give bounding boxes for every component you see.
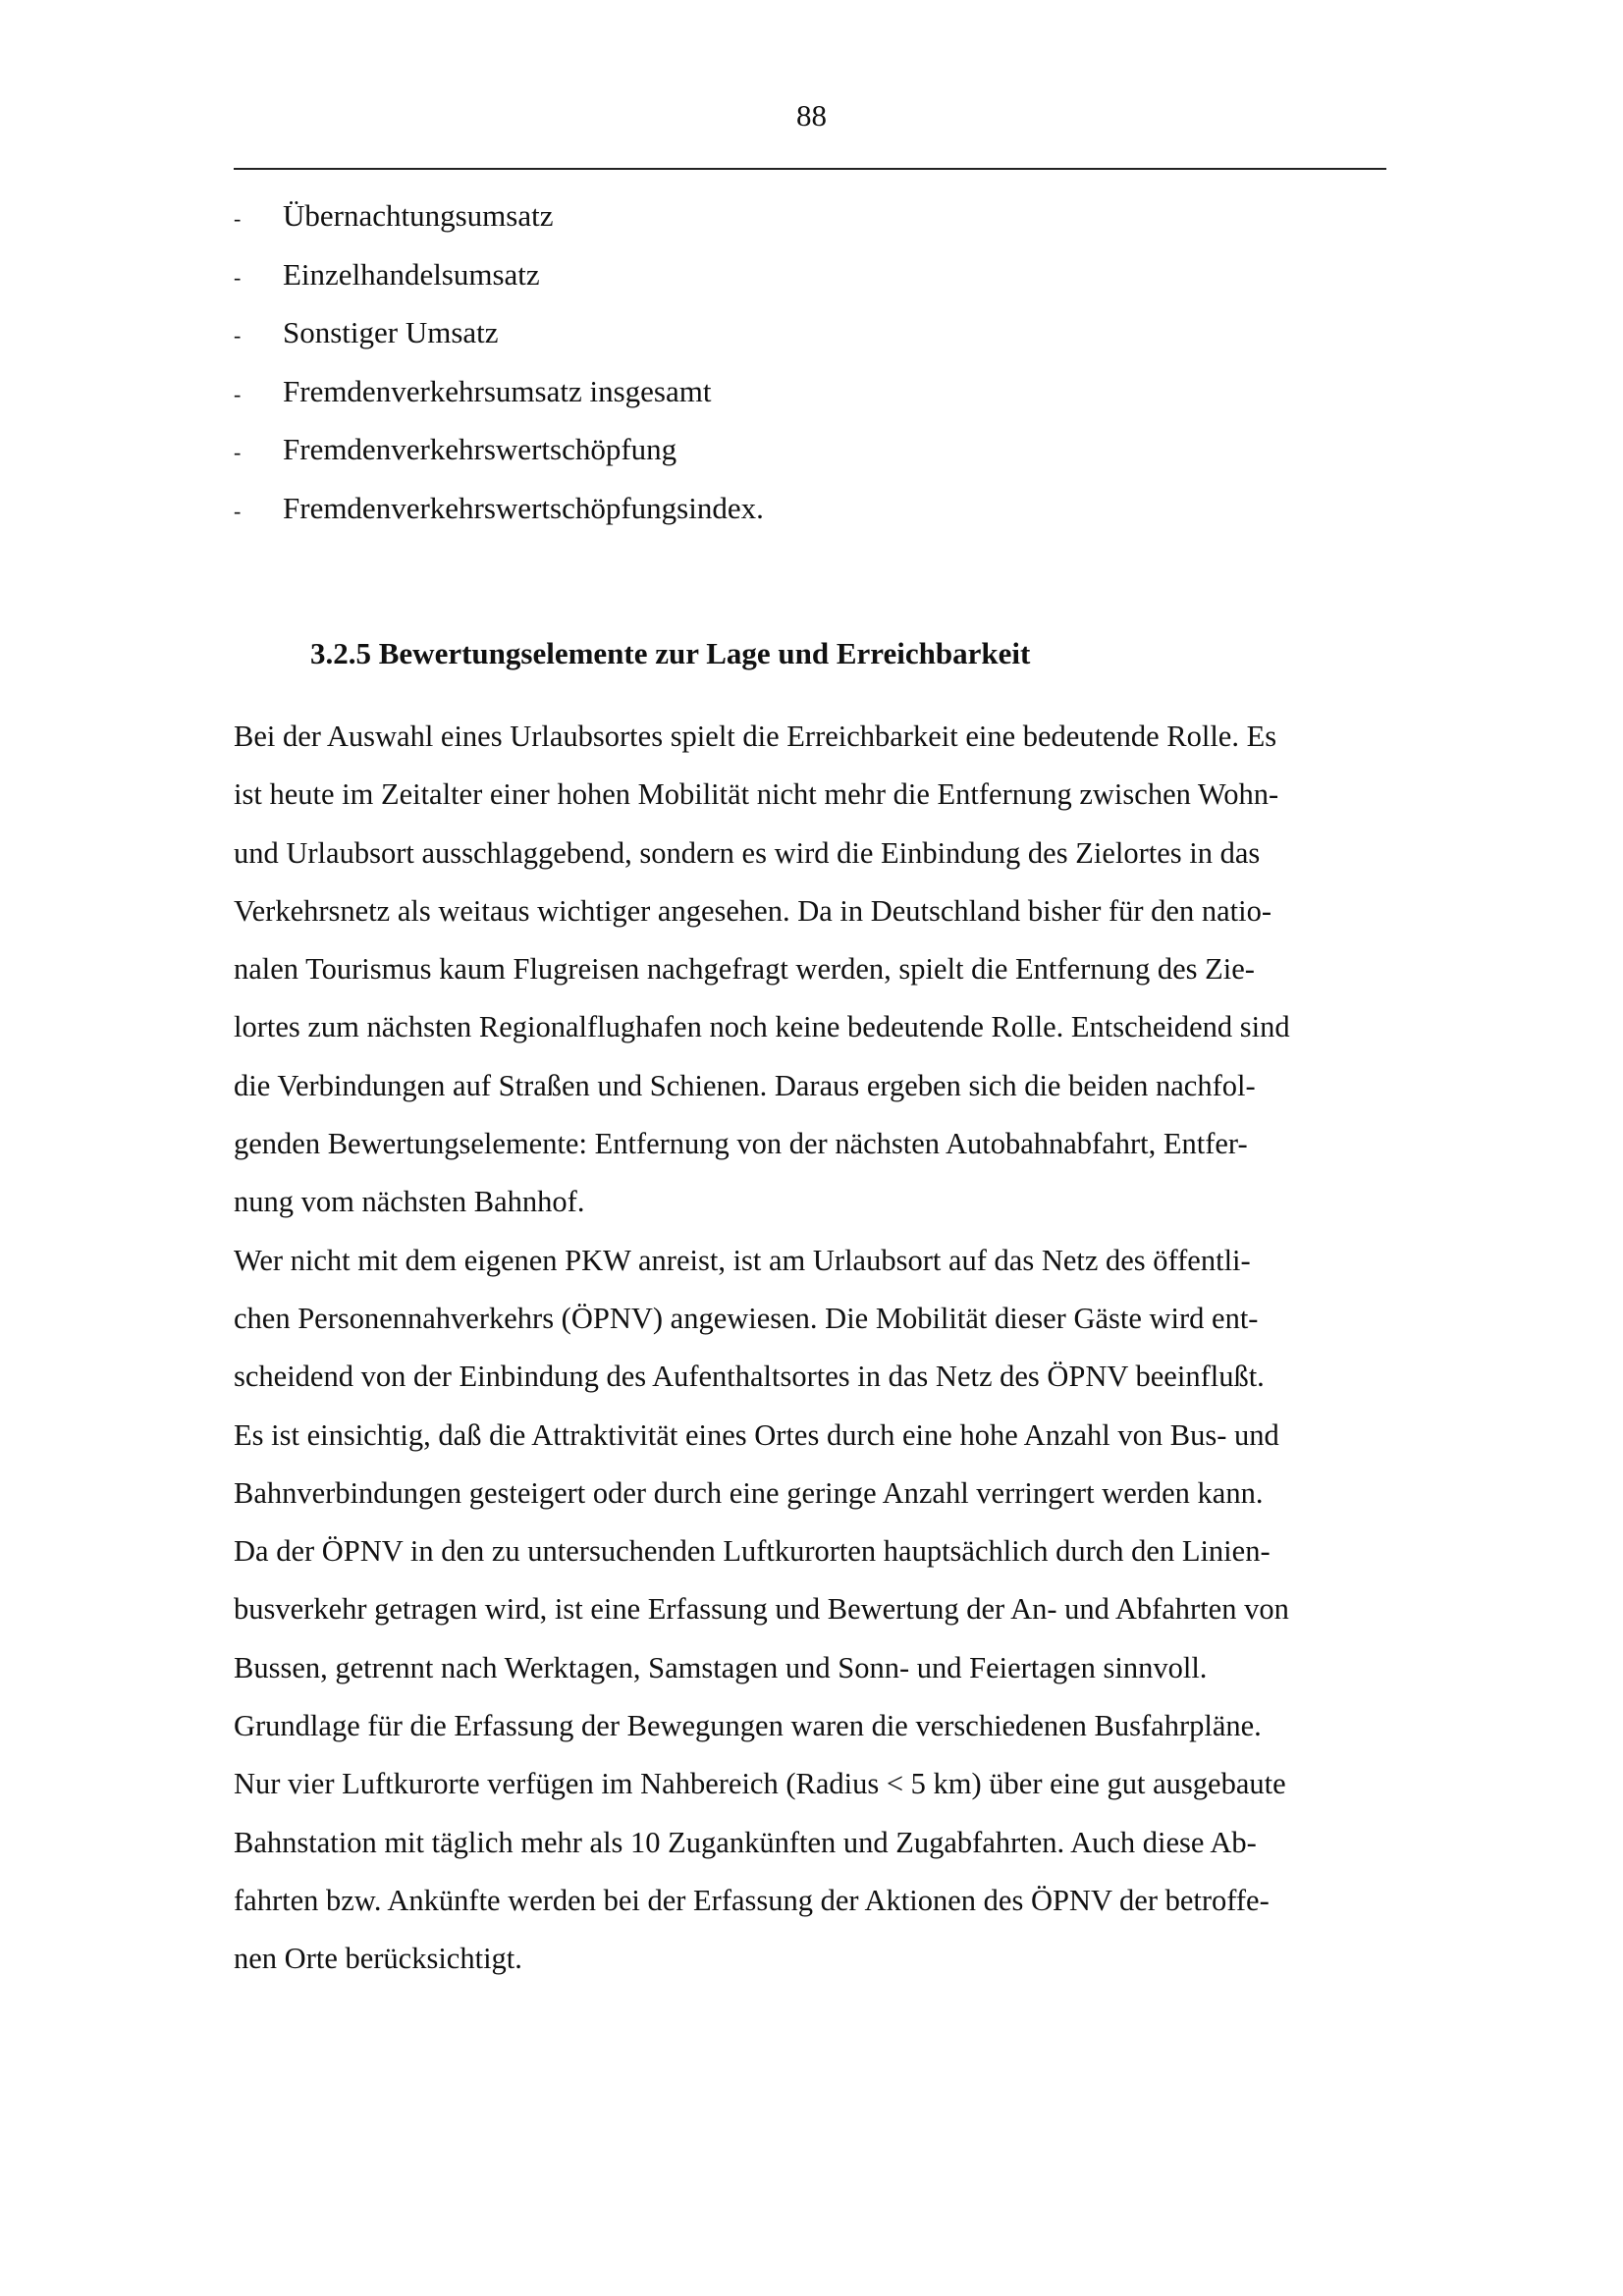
text-line: Bei der Auswahl eines Urlaubsortes spielt die Erreichbarkeit eine bedeutende Rolle. Es: [234, 720, 1277, 753]
text-line: Nur vier Luftkurorte verfügen im Nahbereich (Radius < 5 km) über eine gut ausgebaute: [234, 1767, 1286, 1801]
page-number: 88: [796, 98, 827, 133]
text-line: Verkehrsnetz als weitaus wichtiger angesehen. Da in Deutschland bisher für den natio-: [234, 893, 1271, 928]
bullet-marker: -: [234, 323, 242, 348]
text-line: Bahnstation mit täglich mehr als 10 Zugankünften und Zugabfahrten. Auch diese Ab-: [234, 1825, 1257, 1859]
bullet-list: [234, 194, 1386, 546]
text-line: und Urlaubsort ausschlaggebend, sondern es wird die Einbindung des Zielortes in das: [234, 835, 1261, 870]
list-item-text: Fremdenverkehrsumsatz insgesamt: [283, 373, 712, 408]
bullet-marker: -: [234, 206, 242, 231]
text-line: nen Orte berücksichtigt.: [234, 1942, 522, 1976]
bullet-marker: -: [234, 498, 242, 523]
text-line: busverkehr getragen wird, ist eine Erfassung und Bewertung der An- und Abfahrten von: [234, 1592, 1289, 1627]
text-line: nung vom nächsten Bahnhof.: [234, 1185, 585, 1219]
list-item-text: Sonstiger Umsatz: [283, 315, 499, 350]
list-item: [234, 311, 1386, 370]
section-heading: 3.2.5 Bewertungselemente zur Lage und Erreichbarkeit: [310, 636, 1031, 670]
list-item-text: Übernachtungsumsatz: [283, 198, 554, 233]
text-line: Es ist einsichtig, daß die Attraktivität eines Ortes durch eine hohe Anzahl von Bus- und: [234, 1417, 1279, 1452]
list-item-text: Fremdenverkehrswertschöpfungsindex.: [283, 490, 764, 525]
text-line: fahrten bzw. Ankünfte werden bei der Erfassung der Aktionen des ÖPNV der betroffe-: [234, 1883, 1270, 1917]
text-line: ist heute im Zeitalter einer hohen Mobilität nicht mehr die Entfernung zwischen Wohn-: [234, 777, 1279, 812]
list-item: [234, 253, 1386, 312]
text-line: Da der ÖPNV in den zu untersuchenden Luftkurorten hauptsächlich durch den Linien-: [234, 1534, 1271, 1569]
text-line: Bahnverbindungen gesteigert oder durch eine geringe Anzahl verringert werden kann.: [234, 1475, 1264, 1510]
text-line: lortes zum nächsten Regionalflughafen noch keine bedeutende Rolle. Entscheidend sind: [234, 1010, 1290, 1044]
text-line: nalen Tourismus kaum Flugreisen nachgefragt werden, spielt die Entfernung des Zie-: [234, 952, 1255, 987]
bullet-marker: -: [234, 381, 242, 406]
bullet-marker: -: [234, 264, 242, 290]
list-item: [234, 428, 1386, 487]
body-paragraphs: [234, 715, 1392, 1996]
text-line: Bussen, getrennt nach Werktagen, Samstagen und Sonn- und Feiertagen sinnvoll.: [234, 1650, 1208, 1684]
list-item-text: Einzelhandelsumsatz: [283, 256, 540, 292]
text-line: Wer nicht mit dem eigenen PKW anreist, ist am Urlaubsort auf das Netz des öffentli-: [234, 1243, 1251, 1277]
list-item: [234, 487, 1386, 546]
text-line: die Verbindungen auf Straßen und Schienen. Daraus ergeben sich die beiden nachfol-: [234, 1068, 1256, 1102]
text-line: chen Personennahverkehrs (ÖPNV) angewiesen. Die Mobilität dieser Gäste wird ent-: [234, 1301, 1259, 1335]
bullet-marker: -: [234, 440, 242, 465]
text-line: scheidend von der Einbindung des Aufenthaltsortes in das Netz des ÖPNV beeinflußt.: [234, 1360, 1265, 1394]
list-item: [234, 194, 1386, 253]
text-line: genden Bewertungselemente: Entfernung von der nächsten Autobahnabfahrt, Entfer-: [234, 1127, 1248, 1161]
header-rule: [234, 168, 1386, 170]
list-item-text: Fremdenverkehrswertschöpfung: [283, 432, 677, 467]
text-line: Grundlage für die Erfassung der Bewegungen waren die verschiedenen Busfahrpläne.: [234, 1709, 1262, 1743]
list-item: [234, 370, 1386, 429]
